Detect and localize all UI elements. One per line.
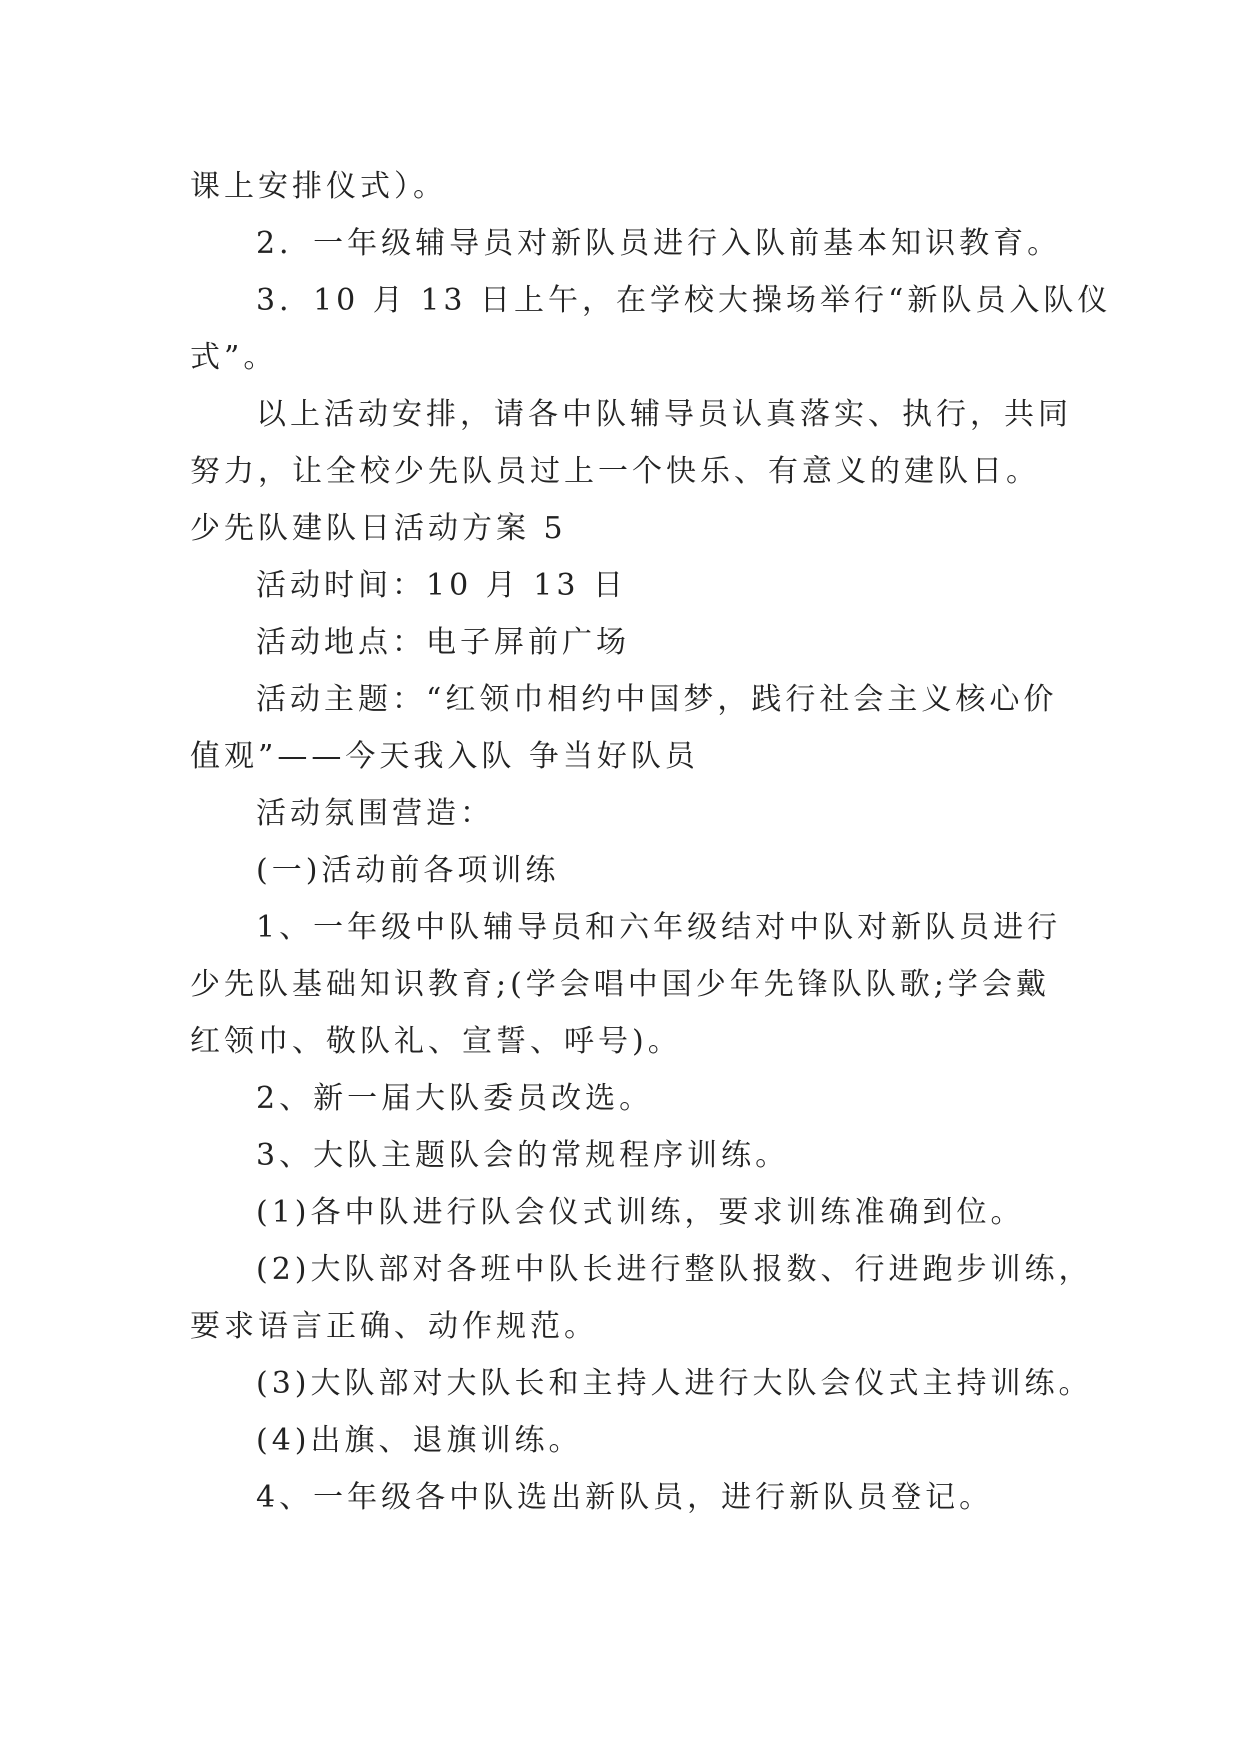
paragraph-line: (2)大队部对各班中队长进行整队报数、行进跑步训练， — [256, 1252, 1093, 1287]
paragraph-line: 红领巾、敬队礼、宣誓、呼号)。 — [190, 1024, 682, 1059]
document-body — [190, 158, 1112, 1526]
paragraph-line: 少先队基础知识教育;(学会唱中国少年先锋队队歌;学会戴 — [190, 967, 1050, 1002]
paragraph-line: (4)出旗、退旗训练。 — [256, 1423, 583, 1458]
paragraph-line: 活动主题：“红领巾相约中国梦，践行社会主义核心价 — [256, 682, 1058, 717]
paragraph-line: 活动时间：10 月 13 日 — [256, 568, 627, 603]
paragraph-line: (1)各中队进行队会仪式训练，要求训练准确到位。 — [256, 1195, 1025, 1230]
paragraph-line: 3．10 月 13 日上午，在学校大操场举行“新队员入队仪 — [256, 283, 1112, 318]
paragraph-line: 式”。 — [190, 340, 278, 375]
paragraph-line: 努力，让全校少先队员过上一个快乐、有意义的建队日。 — [190, 454, 1040, 489]
paragraph-line: 要求语言正确、动作规范。 — [190, 1309, 598, 1344]
paragraph-line: 值观”——今天我入队 争当好队员 — [190, 739, 699, 774]
paragraph-line: 2、新一届大队委员改选。 — [256, 1081, 654, 1116]
paragraph-line: 2．一年级辅导员对新队员进行入队前基本知识教育。 — [256, 226, 1062, 261]
paragraph-line: 活动地点：电子屏前广场 — [256, 625, 630, 660]
paragraph-line: (3)大队部对大队长和主持人进行大队会仪式主持训练。 — [256, 1366, 1093, 1401]
paragraph-line: 3、大队主题队会的常规程序训练。 — [256, 1138, 790, 1173]
paragraph-line: 1、一年级中队辅导员和六年级结对中队对新队员进行 — [256, 910, 1062, 945]
paragraph-line: 4、一年级各中队选出新队员，进行新队员登记。 — [256, 1480, 994, 1515]
paragraph-line: (一)活动前各项训练 — [256, 853, 560, 888]
paragraph-line: 少先队建队日活动方案 5 — [190, 511, 567, 546]
paragraph-line: 活动氛围营造： — [256, 796, 494, 831]
paragraph-line: 课上安排仪式）。 — [190, 169, 447, 204]
paragraph-line: 以上活动安排，请各中队辅导员认真落实、执行，共同 — [256, 397, 1072, 432]
